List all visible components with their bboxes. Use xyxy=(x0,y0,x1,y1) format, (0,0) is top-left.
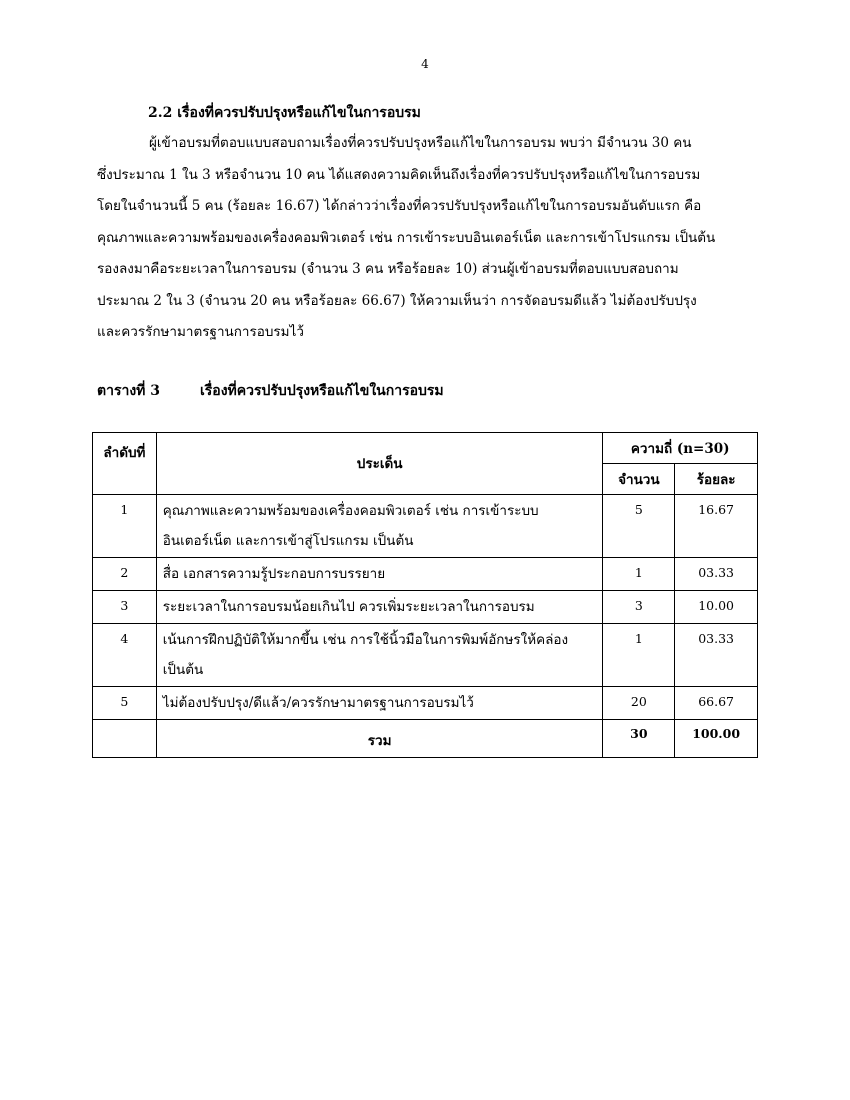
table-caption-number: ตารางที่ 3 xyxy=(97,383,161,399)
row-issue xyxy=(156,591,603,624)
total-no-cell xyxy=(93,720,157,758)
total-count: 30 xyxy=(603,720,675,758)
row-issue xyxy=(156,687,603,720)
row-count: 5 xyxy=(603,495,675,558)
row-issue-line: เป็นต้น xyxy=(162,662,204,678)
header-no: ลำดับที่ xyxy=(93,433,157,495)
row-percent: 10.00 xyxy=(675,591,758,624)
header-percent: ร้อยละ xyxy=(675,464,758,495)
row-no: 4 xyxy=(93,624,157,687)
row-percent: 16.67 xyxy=(675,495,758,558)
page-number: 4 xyxy=(421,57,429,71)
row-issue-line: ระยะเวลาในการอบรมน้อยเกินไป ควรเพิ่มระยะเวลาในการอบรม xyxy=(162,599,535,615)
row-no: 3 xyxy=(93,591,157,624)
row-count: 20 xyxy=(603,687,675,720)
row-issue-line: อินเตอร์เน็ต และการเข้าสู่โปรแกรม เป็นต้น xyxy=(162,533,414,549)
table-header-row xyxy=(93,433,758,464)
table-row xyxy=(93,558,758,591)
section-paragraph xyxy=(97,128,757,349)
row-no: 2 xyxy=(93,558,157,591)
row-no: 5 xyxy=(93,687,157,720)
paragraph-line: และควรรักษามาตรฐานการอบรมไว้ xyxy=(97,324,304,340)
row-percent: 66.67 xyxy=(675,687,758,720)
table-caption xyxy=(97,380,444,402)
row-no: 1 xyxy=(93,495,157,558)
paragraph-line: คุณภาพและความพร้อมของเครื่องคอมพิวเตอร์ เช่น การเข้าระบบอินเตอร์เน็ต และการเข้าโปรแกรม เป็นต้น xyxy=(97,229,716,246)
row-issue-line: เน้นการฝึกปฏิบัติให้มากขึ้น เช่น การใช้นิ้วมือในการพิมพ์อักษรให้คล่อง xyxy=(162,632,569,648)
paragraph-line: ประมาณ 2 ใน 3 (จำนวน 20 คน หรือร้อยละ 66.67) ให้ความเห็นว่า การจัดอบรมดีแล้ว ไม่ต้องปรับปรุง xyxy=(97,292,697,309)
row-count: 1 xyxy=(603,558,675,591)
table-caption-title: เรื่องที่ควรปรับปรุงหรือแก้ไขในการอบรม xyxy=(200,383,444,399)
paragraph-line: ผู้เข้าอบรมที่ตอบแบบสอบถามเรื่องที่ควรปรับปรุงหรือแก้ไขในการอบรม พบว่า มีจำนวน 30 คน xyxy=(149,135,692,151)
row-issue xyxy=(156,495,603,558)
header-count: จำนวน xyxy=(603,464,675,495)
row-percent: 03.33 xyxy=(675,558,758,591)
row-issue-line: ไม่ต้องปรับปรุง/ดีแล้ว/ควรรักษามาตรฐานการอบรมไว้ xyxy=(162,695,474,711)
header-frequency: ความถี่ (n=30) xyxy=(603,433,758,464)
paragraph-line: ซึ่งประมาณ 1 ใน 3 หรือจำนวน 10 คน ได้แสดงความคิดเห็นถึงเรื่องที่ควรปรับปรุงหรือแก้ไขในการอบรม xyxy=(97,166,701,183)
row-issue xyxy=(156,558,603,591)
paragraph-line: โดยในจำนวนนี้ 5 คน (ร้อยละ 16.67) ได้กล่าวว่าเรื่องที่ควรปรับปรุงหรือแก้ไขในการอบรมอันดับแรก คือ xyxy=(97,198,702,214)
row-percent: 03.33 xyxy=(675,624,758,687)
row-issue-line: คุณภาพและความพร้อมของเครื่องคอมพิวเตอร์ เช่น การเข้าระบบ xyxy=(162,503,539,519)
table-row xyxy=(93,495,758,558)
row-issue xyxy=(156,624,603,687)
header-issue: ประเด็น xyxy=(156,433,603,495)
issues-table xyxy=(92,432,758,758)
row-count: 3 xyxy=(603,591,675,624)
section-heading: 2.2 เรื่องที่ควรปรับปรุงหรือแก้ไขในการอบรม xyxy=(148,105,421,121)
table-total-row xyxy=(93,720,758,758)
row-count: 1 xyxy=(603,624,675,687)
row-issue-line: สื่อ เอกสารความรู้ประกอบการบรรยาย xyxy=(162,566,386,582)
paragraph-line: รองลงมาคือระยะเวลาในการอบรม (จำนวน 3 คน หรือร้อยละ 10) ส่วนผู้เข้าอบรมที่ตอบแบบสอบถาม xyxy=(97,261,679,277)
table-row xyxy=(93,591,758,624)
table-row xyxy=(93,687,758,720)
total-label: รวม xyxy=(156,720,603,758)
total-percent: 100.00 xyxy=(675,720,758,758)
table-row xyxy=(93,624,758,687)
